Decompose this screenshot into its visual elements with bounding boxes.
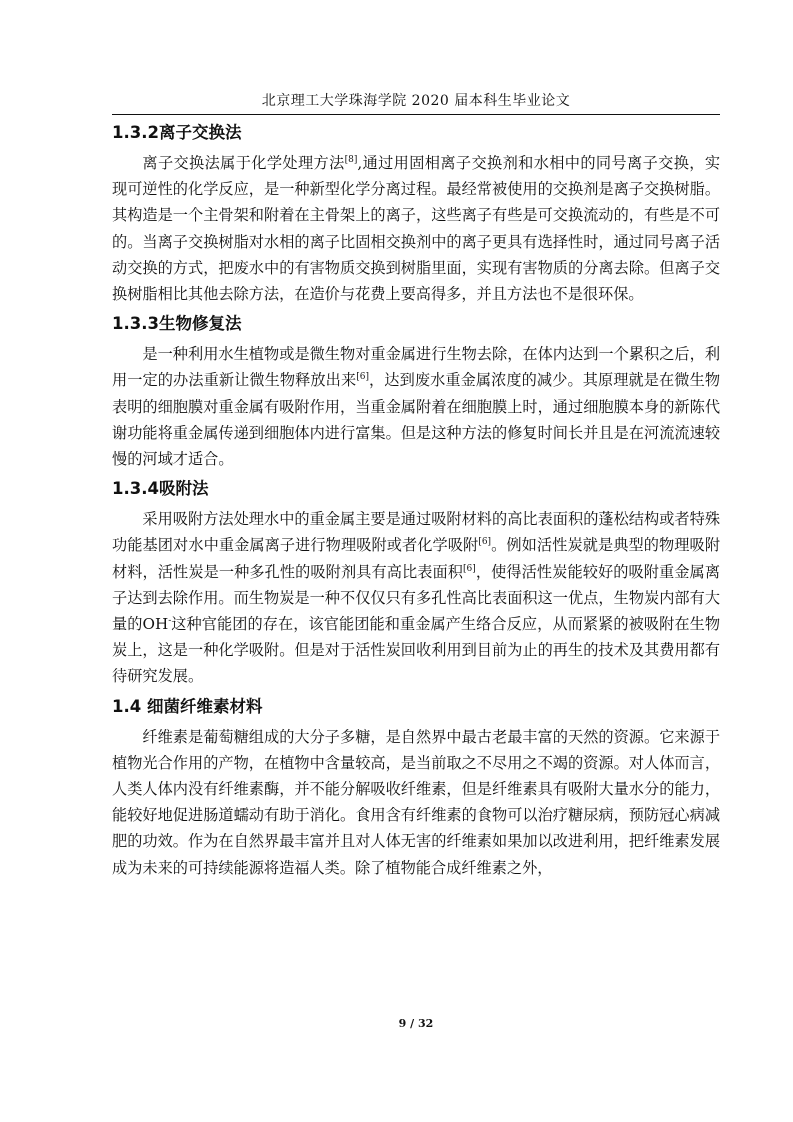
section-heading-1-3-2: 1.3.2离子交换法	[112, 123, 242, 142]
header-rule	[112, 114, 720, 115]
page-body	[112, 116, 720, 881]
section-paragraph-1-3-3	[112, 341, 720, 472]
text-span: 离子交换法属于化学处理方法	[142, 154, 345, 172]
citation-ref: [6]	[463, 563, 476, 574]
page-number: 9 / 32	[398, 1017, 434, 1030]
text-span: 是一种利用水生植物或是微生物对重金属进行生物去除，在体内达到一个累积之后，利用一定的办法重新让微生物释放出来	[112, 345, 720, 390]
hydroxyl-formula: OH	[142, 615, 169, 634]
text-span: 。例如活性炭就是典型的物理吸附材料，活性炭是一种多孔性的吸附剂具有高比表面积	[112, 536, 721, 581]
text-span: 采用吸附方法处理水中的重金属主要是通过吸附材料的高比表面积的蓬松结构或者特殊功能基团对水中重金属离子进行物理吸附或者化学吸附	[112, 510, 720, 555]
text-span: 这种官能团的存在，该官能团能和重金属产生络合反应，从而紧紧的被吸附在生物炭上，这是一种化学吸附。但是对于活性炭回收利用到目前为止的再生的技术及其费用都有待研究发展。	[112, 615, 721, 686]
citation-ref: [8]	[344, 154, 358, 165]
citation-ref: [6]	[478, 537, 492, 548]
section-heading-1-4: 1.4 细菌纤维素材料	[112, 696, 263, 716]
running-header: 北京理工大学珠海学院 2020 届本科生毕业论文	[261, 93, 571, 109]
citation-ref: [6]	[356, 372, 369, 383]
text-span: ，使得活性炭能较好的吸附重金属离子达到去除作用。而生物炭是一种不仅仅只有多孔性高比表面积这一优点，生物炭内部有大量的	[112, 562, 721, 634]
section-heading-1-3-3: 1.3.3生物修复法	[112, 314, 242, 334]
text-span: ,通过用固相离子交换剂和水相中的同号离子交换，实现可逆性的化学反应，是一种新型化学分离过程。最经常被使用的交换剂是离子交换树脂。其构造是一个主骨架和附着在主骨架上的离子，这些离子有些是可交换流动的，有些是不可的。当离子交换树脂对水相的离子比固相交换剂中的离子更具有选择性时，通过同号离子活动交换的方式，把废水中的有害物质交换到树脂里面，实现有害物质的分离去除。但离子交换树脂相比其他去除方法，在造价与花费上要高得多，并且方法也不是很环保。	[112, 154, 721, 304]
section-heading-1-3-4: 1.3.4吸附法	[112, 479, 209, 499]
section-paragraph-1-3-4	[112, 506, 720, 689]
text-span: 纤维素是葡萄糖组成的大分子多糖，是自然界中最古老最丰富的天然的资源。它来源于植物光合作用的产物，在植物中含量较高，是当前取之不尽用之不竭的资源。对人体而言，人类人体内没有纤维素酶，并不能分解吸收纤维素，但是纤维素具有吸附大量水分的能力，能较好地促进肠道蠕动有助于消化。食用含有纤维素的食物可以治疗糖尿病，预防冠心病减肥的功效。作为在自然界最丰富并且对人体无害的纤维素如果加以改进利用，把纤维素发展成为未来的可持续能源将造福人类。除了植物能合成纤维素之外，	[112, 727, 720, 877]
text-span: ，达到废水重金属浓度的减少。其原理就是在微生物表明的细胞膜对重金属有吸附作用，当重金属附着在细胞膜上时，通过细胞膜本身的新陈代谢功能将重金属传递到细胞体内进行富集。但是这种方法的修复时间长并且是在河流流速较慢的河域才适合。	[112, 371, 721, 469]
section-paragraph-1-4	[112, 724, 720, 881]
section-paragraph-1-3-2	[112, 150, 720, 307]
hydroxyl-charge: -	[168, 615, 172, 626]
